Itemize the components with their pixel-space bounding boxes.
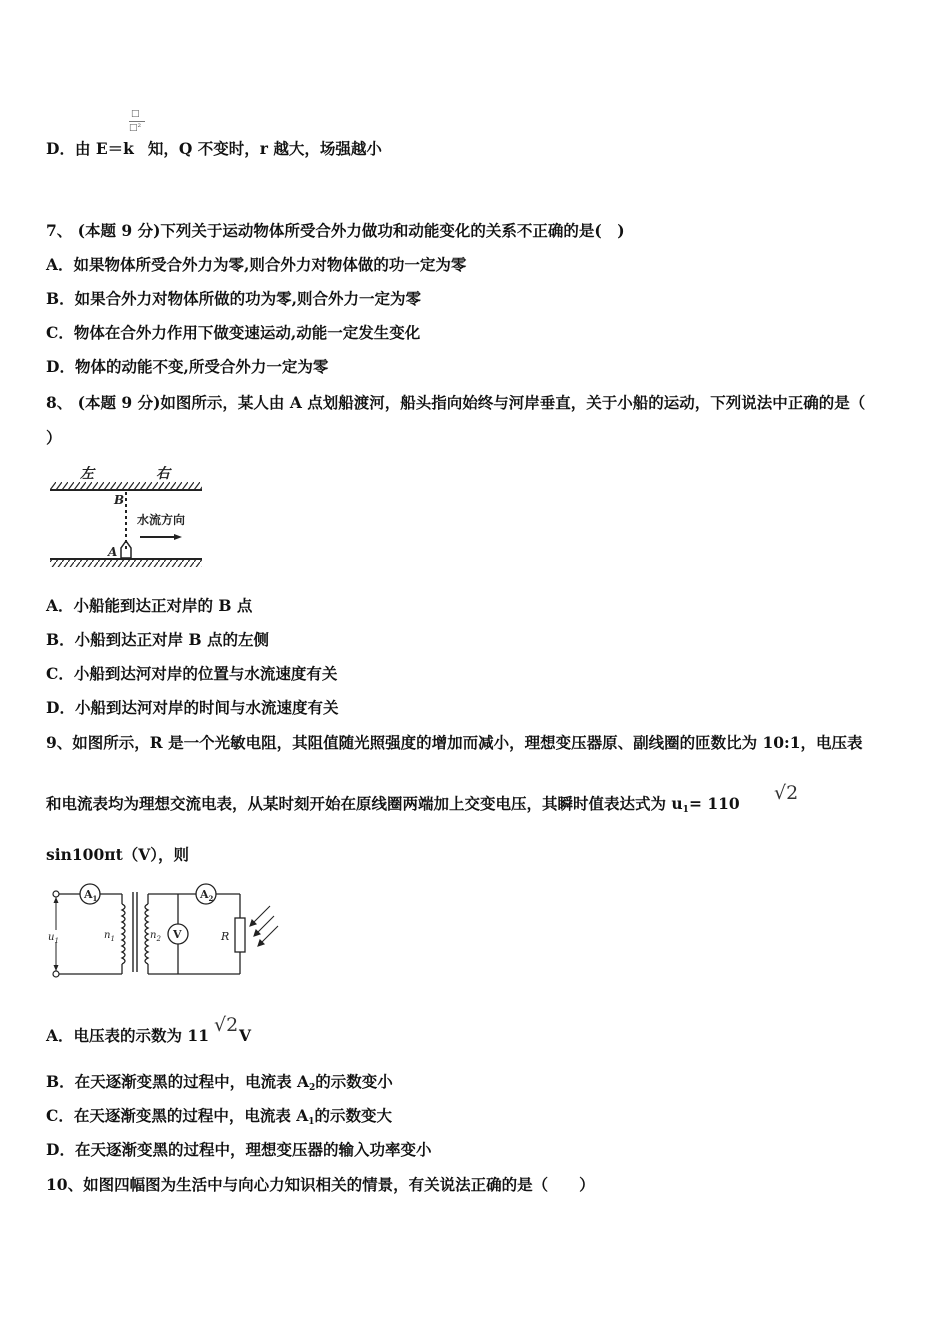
svg-text:n1 <box>104 930 115 943</box>
q9-option-b-text2: 的示数变小 <box>315 1072 393 1091</box>
q9-stem-line2-value: = 110 <box>688 794 740 813</box>
label-a: A <box>108 545 118 559</box>
bottom-bank-hatch <box>50 559 202 567</box>
q9-option-b-sub: 2 <box>309 1083 316 1093</box>
q9-option-b-text: B．在天逐渐变黑的过程中，电流表 A <box>46 1072 310 1091</box>
q9-option-c-text2: 的示数变大 <box>314 1106 393 1125</box>
q7-option-a: A．如果物体所受合外力为零,则合外力对物体做的功一定为零 <box>46 255 467 274</box>
q9-option-d: D．在天逐渐变黑的过程中，理想变压器的输入功率变小 <box>46 1140 432 1159</box>
n1-label: n <box>104 930 111 941</box>
primary-coil <box>122 904 125 964</box>
n2-label: n <box>150 930 157 941</box>
svg-text:n2 <box>150 930 161 943</box>
q7-stem: 7、 (本题 9 分)下列关于运动物体所受合外力做功和动能变化的关系不正确的是( ) <box>46 221 625 240</box>
label-left: 左 <box>80 466 94 482</box>
fraction-bar <box>129 121 145 122</box>
terminal-bottom <box>53 971 59 977</box>
transformer-circuit-figure <box>44 880 280 982</box>
q8-option-b: B．小船到达正对岸 B 点的左侧 <box>46 630 269 649</box>
label-b: B <box>114 493 125 507</box>
q7-option-b: B．如果合外力对物体所做的功为零,则合外力一定为零 <box>46 289 421 308</box>
terminal-top <box>53 891 59 897</box>
fraction-numerator: □ <box>131 109 140 119</box>
label-flow: 水流方向 <box>137 513 186 527</box>
boat-icon <box>121 541 131 558</box>
q9-stem-line2-text: 和电流表均为理想交流电表，从某时刻开始在原线圈两端加上交变电压，其瞬时值表达式为 u <box>46 794 683 813</box>
svg-text:u1 <box>48 932 59 945</box>
q9-option-c-sub: 1 <box>308 1117 315 1127</box>
u1-label: u <box>48 932 55 943</box>
q9-option-c <box>46 1106 392 1132</box>
ammeter-a2-label: A <box>200 888 209 901</box>
q6-option-d <box>46 139 382 159</box>
secondary-coil <box>145 904 148 964</box>
ammeter-a1-sub: 1 <box>92 894 98 903</box>
ammeter-a1-label: A <box>84 888 93 901</box>
river-crossing-figure <box>44 458 214 574</box>
q9-stem-line3: sin100πt（V），则 <box>46 845 190 864</box>
q8-stem-line2: ） <box>46 428 62 447</box>
q9-stem-line1: 9、如图所示，R 是一个光敏电阻，其阻值随光照强度的增加而减小，理想变压器原、副线圈的匝数比为 10:1，电压表 <box>46 733 863 752</box>
q6-option-d-prefix: D．由 E＝k <box>46 139 134 158</box>
q9-option-a-sqrt2: √2 <box>214 1014 239 1036</box>
q9-option-a-unit: V <box>239 1026 252 1045</box>
q8-option-a: A．小船能到达正对岸的 B 点 <box>46 596 253 615</box>
u1-sub: 1 <box>54 937 59 945</box>
q8-option-d: D．小船到达河对岸的时间与水流速度有关 <box>46 698 339 717</box>
q9-option-a-text: A．电压表的示数为 11 <box>46 1026 209 1045</box>
top-bank-hatch <box>50 482 202 490</box>
q9-u1-sub: 1 <box>682 805 689 815</box>
q6-option-d-suffix: 知，Q 不变时，r 越大，场强越小 <box>147 139 382 158</box>
n2-sub: 2 <box>156 935 161 943</box>
light-rays-icon <box>250 906 278 946</box>
resistor-label: R <box>221 930 230 943</box>
photoresistor <box>235 918 245 952</box>
q9-option-c-text: C．在天逐渐变黑的过程中，电流表 A <box>46 1106 309 1125</box>
q9-sqrt2: √2 <box>774 782 799 804</box>
q8-stem-line1: 8、 (本题 9 分)如图所示，某人由 A 点划船渡河，船头指向始终与河岸垂直，关于小船的运动，下列说法中正确的是（ <box>46 393 866 412</box>
q10-stem: 10、如图四幅图为生活中与向心力知识相关的情景，有关说法正确的是（ ） <box>46 1175 595 1194</box>
flow-arrowhead <box>174 534 182 540</box>
q9-option-b <box>46 1072 393 1098</box>
ammeter-a2-sub: 2 <box>208 894 214 903</box>
q8-option-c: C．小船到达河对岸的位置与水流速度有关 <box>46 664 338 683</box>
n1-sub: 1 <box>110 935 115 943</box>
q7-option-c: C．物体在合外力作用下做变速运动,动能一定发生变化 <box>46 323 421 342</box>
voltmeter-label: V <box>173 928 182 941</box>
label-right: 右 <box>156 466 170 482</box>
q9-stem-line2 <box>46 794 740 820</box>
q7-option-d: D．物体的动能不变,所受合外力一定为零 <box>46 357 329 376</box>
fraction-denominator: □² <box>129 123 142 133</box>
